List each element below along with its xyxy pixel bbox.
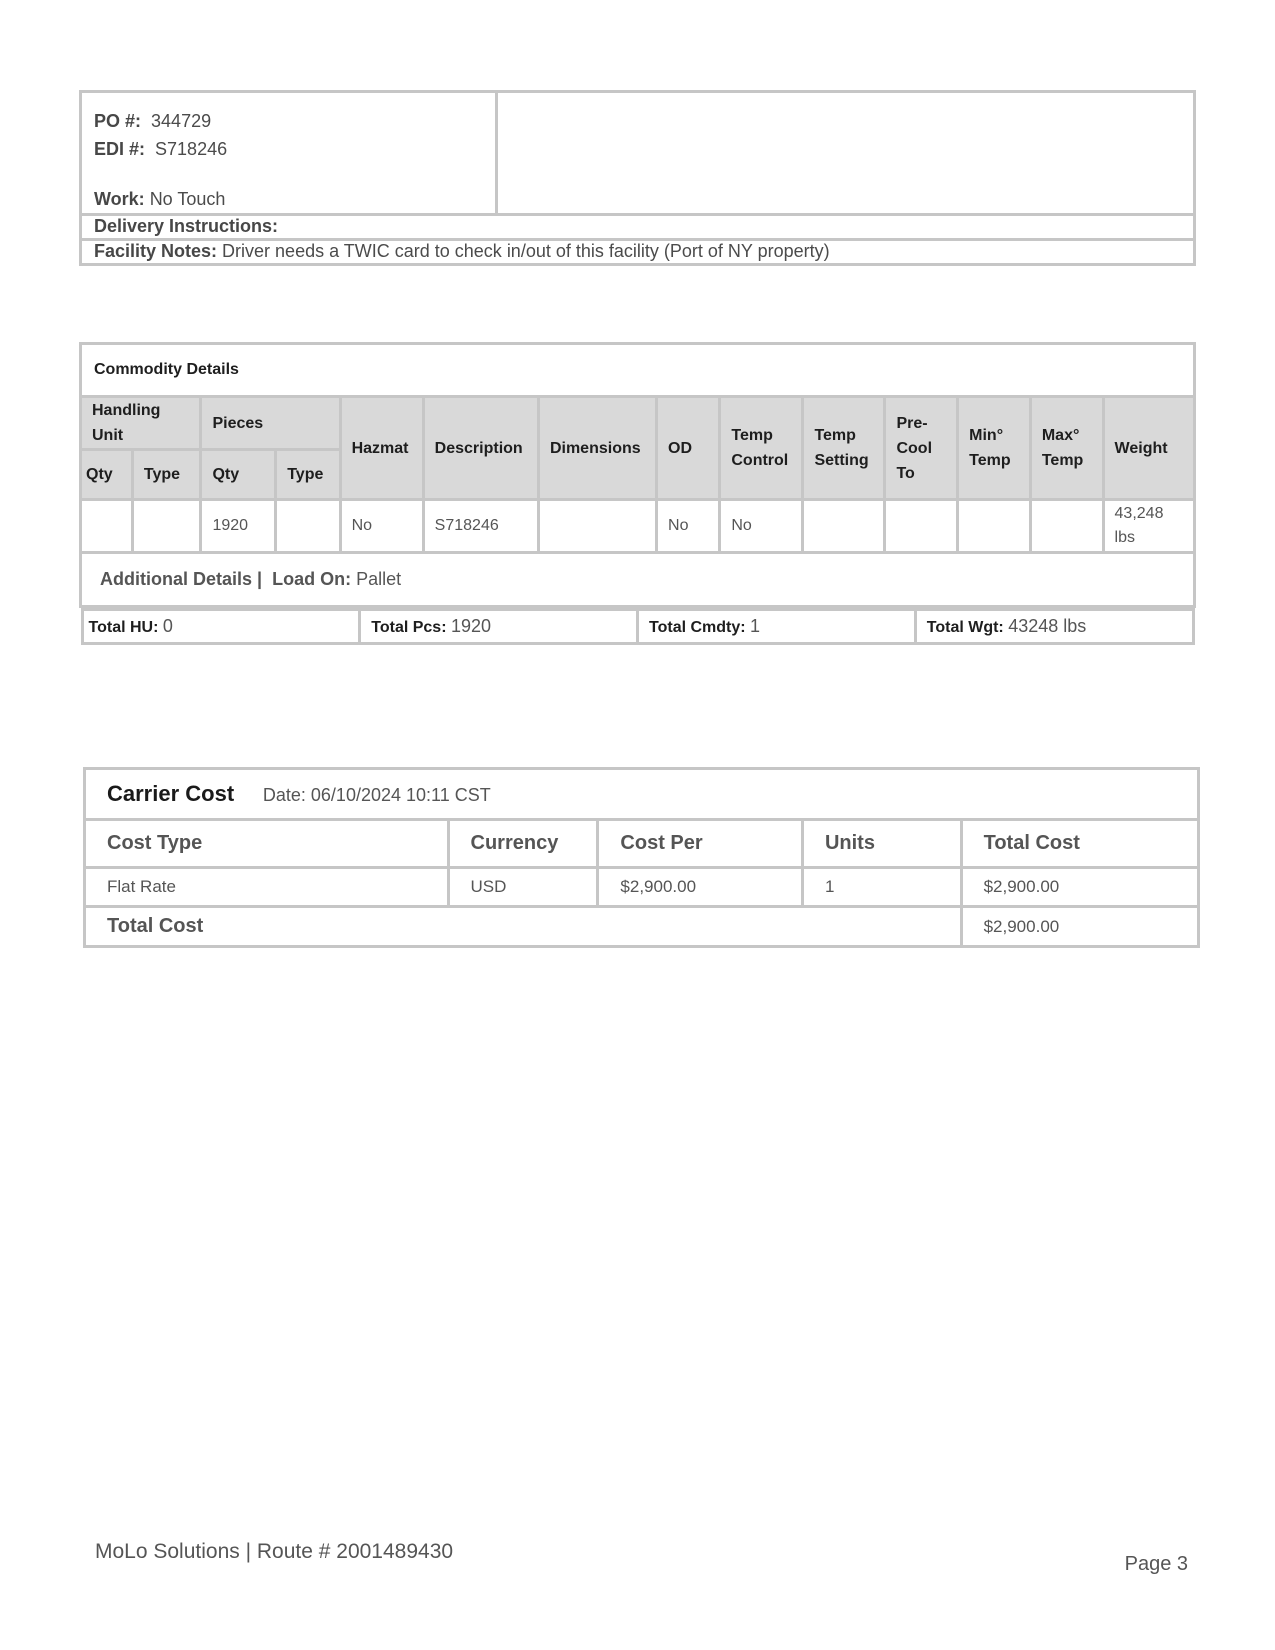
facility-notes-label: Facility Notes:	[94, 241, 218, 261]
carrier-cost-table	[83, 767, 1200, 948]
total-cost-value: $2,900.00	[961, 907, 1198, 947]
page-number: Page 3	[1124, 1553, 1188, 1575]
order-info-table	[79, 90, 1196, 266]
total-cost-header: Total Cost	[961, 820, 1198, 868]
hu-type-header: Type	[132, 450, 201, 500]
cost-per-cell: $2,900.00	[598, 868, 803, 907]
total-hu-value: 0	[162, 616, 173, 636]
total-wgt-value: 43248 lbs	[1008, 616, 1087, 636]
weight-header: Weight	[1103, 397, 1194, 500]
min-temp-header: Min° Temp	[958, 397, 1031, 500]
dimensions-header: Dimensions	[538, 397, 656, 500]
totals-row	[81, 608, 1195, 645]
load-on-value: Pallet	[356, 569, 402, 589]
pre-cool-header: Pre-Cool To	[885, 397, 958, 500]
pieces-header: Pieces	[201, 397, 340, 450]
max-temp-cell	[1030, 500, 1103, 553]
total-wgt-label: Total Wgt:	[926, 619, 1004, 636]
temp-setting-cell	[803, 500, 885, 553]
po-value: 344729	[151, 111, 212, 131]
pcs-type-header: Type	[276, 450, 340, 500]
total-pcs-value: 1920	[450, 616, 492, 636]
description-header: Description	[423, 397, 538, 500]
edi-value: S718246	[155, 139, 228, 159]
total-pcs-cell	[360, 610, 638, 644]
total-hu-cell	[82, 610, 360, 644]
edi-line	[94, 135, 483, 163]
cost-per-header: Cost Per	[598, 820, 803, 868]
total-cost-cell: $2,900.00	[961, 868, 1198, 907]
temp-setting-header: Temp Setting	[803, 397, 885, 500]
carrier-cost-title: Carrier Cost	[107, 781, 235, 806]
handling-unit-header: Handling Unit	[81, 397, 201, 450]
table-row	[81, 500, 1195, 553]
cost-type-cell: Flat Rate	[85, 868, 449, 907]
od-cell: No	[657, 500, 720, 553]
total-wgt-cell	[915, 610, 1193, 644]
hu-qty-header: Qty	[81, 450, 133, 500]
carrier-cost-date: Date: 06/10/2024 10:11 CST	[262, 785, 491, 805]
additional-details-label: Additional Details |	[100, 569, 263, 589]
temp-control-cell: No	[720, 500, 803, 553]
footer-route: MoLo Solutions | Route # 2001489430	[95, 1540, 454, 1563]
pcs-qty-header: Qty	[201, 450, 276, 500]
pcs-qty-cell: 1920	[201, 500, 276, 553]
cost-type-header: Cost Type	[85, 820, 449, 868]
commodity-details-title: Commodity Details	[81, 344, 1195, 397]
hazmat-header: Hazmat	[340, 397, 423, 500]
temp-control-header: Temp Control	[720, 397, 803, 500]
total-pcs-label: Total Pcs:	[371, 619, 447, 636]
delivery-instructions-label: Delivery Instructions:	[94, 216, 279, 236]
work-value: No Touch	[149, 189, 226, 209]
facility-notes-value: Driver needs a TWIC card to check in/out of this facility (Port of NY property)	[222, 241, 830, 261]
empty-info-cell	[497, 92, 1195, 215]
work-label: Work:	[94, 189, 145, 209]
table-row	[85, 868, 1199, 907]
po-label: PO #:	[94, 111, 142, 131]
min-temp-cell	[958, 500, 1031, 553]
additional-details-row	[81, 553, 1195, 607]
pcs-type-cell	[276, 500, 340, 553]
total-cost-label: Total Cost	[85, 907, 962, 947]
pre-cool-cell	[885, 500, 958, 553]
currency-header: Currency	[448, 820, 598, 868]
total-cmdty-value: 1	[750, 616, 761, 636]
units-cell: 1	[802, 868, 961, 907]
description-cell: S718246	[423, 500, 538, 553]
edi-label: EDI #:	[94, 139, 146, 159]
po-line	[94, 107, 483, 135]
commodity-details-table	[79, 342, 1196, 645]
facility-notes-row	[81, 240, 1195, 265]
weight-cell: 43,248 lbs	[1103, 500, 1194, 553]
max-temp-header: Max° Temp	[1030, 397, 1103, 500]
hu-qty-cell	[81, 500, 133, 553]
hazmat-cell: No	[340, 500, 423, 553]
delivery-instructions-row	[81, 215, 1195, 240]
units-header: Units	[802, 820, 961, 868]
dimensions-cell	[538, 500, 656, 553]
od-header: OD	[657, 397, 720, 500]
total-cmdty-cell	[638, 610, 916, 644]
order-ids-cell	[81, 92, 497, 215]
total-cmdty-label: Total Cmdty:	[649, 619, 746, 636]
currency-cell: USD	[448, 868, 598, 907]
total-hu-label: Total HU:	[88, 619, 159, 636]
hu-type-cell	[132, 500, 201, 553]
load-on-label: Load On:	[272, 569, 352, 589]
work-line	[94, 185, 483, 213]
carrier-cost-header	[85, 769, 1199, 820]
